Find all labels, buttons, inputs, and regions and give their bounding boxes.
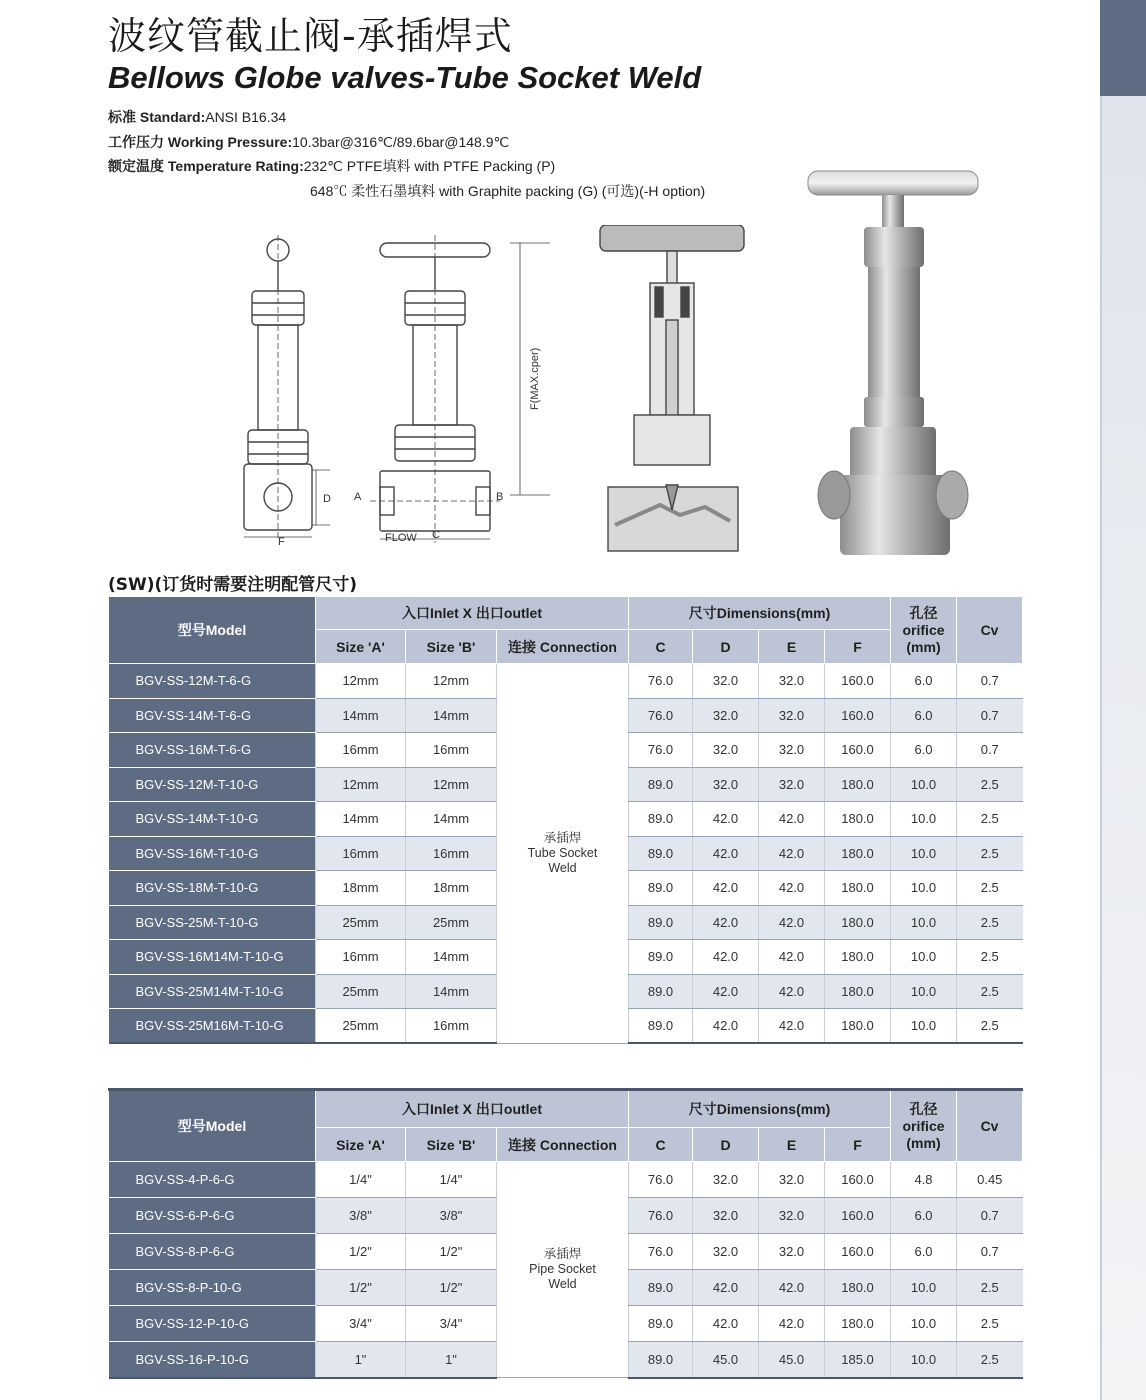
header-orifice-line2: orifice: [902, 1117, 945, 1134]
cell-c: 89.0: [629, 802, 693, 837]
spec-temperature-label: 额定温度 Temperature Rating:: [108, 158, 304, 174]
header-orifice: [891, 597, 957, 664]
cell-size-b: 16mm: [406, 733, 497, 768]
cell-f: 180.0: [825, 836, 891, 871]
cell-d: 42.0: [693, 802, 759, 837]
cell-cv: 2.5: [957, 940, 1023, 975]
cell-model: BGV-SS-25M-T-10-G: [109, 905, 316, 940]
connection-type-line: Pipe Socket: [529, 1262, 596, 1276]
header-f: F: [825, 1128, 891, 1162]
cell-size-a: 1/2": [316, 1270, 406, 1306]
cell-model: BGV-SS-16-P-10-G: [109, 1342, 316, 1378]
header-orifice-line3: (mm): [906, 1134, 941, 1151]
header-size-a: Size 'A': [316, 630, 406, 664]
cell-size-b: 16mm: [406, 1009, 497, 1044]
cell-e: 32.0: [759, 1234, 825, 1270]
cell-cv: 2.5: [957, 802, 1023, 837]
cell-size-a: 16mm: [316, 733, 406, 768]
cell-c: 89.0: [629, 940, 693, 975]
pipe-table-body: [109, 1162, 1023, 1378]
cell-orifice: 10.0: [891, 802, 957, 837]
table-header-row: [109, 597, 1023, 630]
valve-technical-drawings: [230, 225, 760, 555]
cell-model: BGV-SS-6-P-6-G: [109, 1198, 316, 1234]
header-size-b: Size 'B': [406, 630, 497, 664]
pipe-socket-weld-table: [108, 1088, 1023, 1379]
cell-d: 45.0: [693, 1342, 759, 1378]
connection-type-line: 承插焊: [543, 830, 582, 845]
drawing-label-a: A: [354, 491, 362, 503]
tube-table-body: [109, 664, 1023, 1044]
cell-d: 42.0: [693, 836, 759, 871]
header-orifice-line1: 孔径: [909, 1100, 938, 1117]
cell-c: 76.0: [629, 698, 693, 733]
cell-f: 160.0: [825, 1198, 891, 1234]
drawing-label-d: D: [323, 493, 331, 505]
cell-orifice: 6.0: [891, 664, 957, 699]
cell-f: 160.0: [825, 664, 891, 699]
cell-e: 42.0: [759, 802, 825, 837]
cell-f: 180.0: [825, 802, 891, 837]
cell-c: 76.0: [629, 1162, 693, 1198]
cell-orifice: 10.0: [891, 871, 957, 906]
spec-temperature-value: 232℃ PTFE填料 with PTFE Packing (P): [303, 158, 556, 174]
side-decoration-bar: [1100, 0, 1146, 1400]
table-row: [109, 664, 1023, 699]
cell-e: 32.0: [759, 733, 825, 768]
header-d: D: [693, 1128, 759, 1162]
page-title-chinese: 波纹管截止阀-承插焊式: [108, 14, 513, 58]
cell-cv: 0.7: [957, 733, 1023, 768]
cell-cv: 2.5: [957, 1270, 1023, 1306]
cell-e: 32.0: [759, 664, 825, 699]
cell-d: 32.0: [693, 733, 759, 768]
cell-e: 42.0: [759, 974, 825, 1009]
cell-size-a: 25mm: [316, 1009, 406, 1044]
cell-orifice: 6.0: [891, 698, 957, 733]
cell-size-a: 16mm: [316, 940, 406, 975]
cell-orifice: 10.0: [891, 974, 957, 1009]
cell-d: 42.0: [693, 871, 759, 906]
cell-size-a: 18mm: [316, 871, 406, 906]
cell-d: 42.0: [693, 1009, 759, 1044]
cell-c: 89.0: [629, 836, 693, 871]
cell-size-a: 14mm: [316, 802, 406, 837]
cell-f: 180.0: [825, 905, 891, 940]
connection-type-line: 承插焊: [543, 1247, 582, 1261]
cell-size-b: 12mm: [406, 767, 497, 802]
spec-pressure: [108, 133, 509, 151]
cell-size-b: 1/4": [406, 1162, 497, 1198]
cell-c: 89.0: [629, 1009, 693, 1044]
cell-c: 89.0: [629, 905, 693, 940]
cell-orifice: 10.0: [891, 940, 957, 975]
cell-d: 42.0: [693, 940, 759, 975]
cell-orifice: 10.0: [891, 1009, 957, 1044]
cell-connection-type: [497, 1162, 629, 1378]
spec-pressure-value: 10.3bar@316℃/89.6bar@148.9℃: [292, 134, 510, 150]
cell-f: 160.0: [825, 1234, 891, 1270]
cell-cv: 0.7: [957, 664, 1023, 699]
header-orifice-line1: 孔径: [909, 604, 938, 621]
header-model: 型号Model: [109, 597, 316, 664]
header-dimensions: 尺寸Dimensions(mm): [629, 597, 891, 630]
header-cv: Cv: [957, 1090, 1023, 1162]
cell-f: 180.0: [825, 1306, 891, 1342]
cell-model: BGV-SS-16M-T-10-G: [109, 836, 316, 871]
cell-f: 180.0: [825, 1270, 891, 1306]
cell-d: 32.0: [693, 1198, 759, 1234]
page-title-english: Bellows Globe valves-Tube Socket Weld: [108, 60, 702, 95]
header-dimensions: 尺寸Dimensions(mm): [629, 1090, 891, 1128]
cell-orifice: 6.0: [891, 733, 957, 768]
cell-model: BGV-SS-18M-T-10-G: [109, 871, 316, 906]
cell-orifice: 10.0: [891, 905, 957, 940]
cell-f: 185.0: [825, 1342, 891, 1378]
spec-pressure-label: 工作压力 Working Pressure:: [108, 134, 293, 150]
section-subheading: (SW)(订货时需要注明配管尺寸): [108, 575, 358, 595]
cell-cv: 2.5: [957, 905, 1023, 940]
cell-cv: 0.7: [957, 1198, 1023, 1234]
header-c: C: [629, 1128, 693, 1162]
cell-f: 160.0: [825, 1162, 891, 1198]
cell-model: BGV-SS-8-P-10-G: [109, 1270, 316, 1306]
cell-size-b: 12mm: [406, 664, 497, 699]
cell-c: 89.0: [629, 1270, 693, 1306]
cell-e: 42.0: [759, 871, 825, 906]
cell-orifice: 6.0: [891, 1198, 957, 1234]
cell-f: 180.0: [825, 940, 891, 975]
table-header-row: [109, 1090, 1023, 1128]
cell-c: 76.0: [629, 733, 693, 768]
cell-orifice: 6.0: [891, 1234, 957, 1270]
drawing-label-flow: FLOW: [385, 532, 417, 544]
cell-model: BGV-SS-12M-T-10-G: [109, 767, 316, 802]
cell-e: 45.0: [759, 1342, 825, 1378]
cell-e: 32.0: [759, 767, 825, 802]
header-e: E: [759, 630, 825, 664]
header-f: F: [825, 630, 891, 664]
header-cv: Cv: [957, 597, 1023, 664]
header-orifice-line2: orifice: [902, 621, 945, 638]
cell-model: BGV-SS-12M-T-6-G: [109, 664, 316, 699]
cell-size-b: 1/2": [406, 1270, 497, 1306]
header-connection: 连接 Connection: [497, 1128, 629, 1162]
drawing-label-b: B: [496, 491, 504, 503]
header-orifice-line3: (mm): [906, 638, 941, 655]
header-model: 型号Model: [109, 1090, 316, 1162]
cell-d: 42.0: [693, 1306, 759, 1342]
cell-orifice: 10.0: [891, 1306, 957, 1342]
cell-e: 42.0: [759, 836, 825, 871]
cell-c: 76.0: [629, 1234, 693, 1270]
cell-cv: 2.5: [957, 871, 1023, 906]
cell-e: 32.0: [759, 1198, 825, 1234]
side-bar-edge: [1100, 0, 1102, 1400]
cell-orifice: 10.0: [891, 1342, 957, 1378]
cell-size-a: 1/4": [316, 1162, 406, 1198]
cell-size-a: 12mm: [316, 664, 406, 699]
cell-d: 32.0: [693, 664, 759, 699]
cell-e: 42.0: [759, 1306, 825, 1342]
valve-front-view-drawing: [370, 235, 550, 543]
cell-model: BGV-SS-8-P-6-G: [109, 1234, 316, 1270]
cell-size-a: 3/4": [316, 1306, 406, 1342]
spec-standard-label: 标准 Standard:: [108, 109, 206, 125]
cell-size-b: 1": [406, 1342, 497, 1378]
cell-cv: 2.5: [957, 836, 1023, 871]
header-connection: 连接 Connection: [497, 630, 629, 664]
header-size-b: Size 'B': [406, 1128, 497, 1162]
cell-model: BGV-SS-16M-T-6-G: [109, 733, 316, 768]
cell-model: BGV-SS-25M16M-T-10-G: [109, 1009, 316, 1044]
cell-size-b: 14mm: [406, 698, 497, 733]
cell-cv: 0.7: [957, 698, 1023, 733]
valve-product-photo: [800, 165, 1000, 565]
connection-type-line: Tube Socket: [527, 845, 598, 860]
cell-e: 42.0: [759, 1270, 825, 1306]
cell-size-a: 14mm: [316, 698, 406, 733]
cell-d: 32.0: [693, 767, 759, 802]
cell-model: BGV-SS-14M-T-6-G: [109, 698, 316, 733]
cell-size-a: 16mm: [316, 836, 406, 871]
cell-c: 89.0: [629, 974, 693, 1009]
cell-size-b: 3/8": [406, 1198, 497, 1234]
cell-size-b: 25mm: [406, 905, 497, 940]
cell-size-a: 1": [316, 1342, 406, 1378]
header-e: E: [759, 1128, 825, 1162]
spec-temperature: [108, 157, 555, 175]
cell-e: 42.0: [759, 1009, 825, 1044]
cell-cv: 2.5: [957, 1342, 1023, 1378]
cell-c: 89.0: [629, 1306, 693, 1342]
valve-side-view-drawing: [244, 235, 330, 540]
header-c: C: [629, 630, 693, 664]
cell-f: 180.0: [825, 871, 891, 906]
cell-d: 32.0: [693, 1162, 759, 1198]
cell-size-b: 14mm: [406, 940, 497, 975]
cell-f: 180.0: [825, 767, 891, 802]
header-inlet-outlet: 入口Inlet X 出口outlet: [316, 1090, 629, 1128]
header-orifice: [891, 1090, 957, 1162]
cell-size-a: 1/2": [316, 1234, 406, 1270]
cell-cv: 2.5: [957, 1009, 1023, 1044]
cell-f: 180.0: [825, 1009, 891, 1044]
connection-type-line: Weld: [548, 860, 577, 875]
cell-size-b: 14mm: [406, 802, 497, 837]
cell-e: 42.0: [759, 940, 825, 975]
header-size-a: Size 'A': [316, 1128, 406, 1162]
cell-f: 160.0: [825, 698, 891, 733]
cell-model: BGV-SS-4-P-6-G: [109, 1162, 316, 1198]
cell-cv: 2.5: [957, 974, 1023, 1009]
cell-model: BGV-SS-14M-T-10-G: [109, 802, 316, 837]
cell-c: 89.0: [629, 1342, 693, 1378]
cell-cv: 0.7: [957, 1234, 1023, 1270]
drawing-label-c: C: [432, 529, 440, 541]
cell-c: 89.0: [629, 767, 693, 802]
cell-connection-type: [497, 664, 629, 1044]
cell-f: 180.0: [825, 974, 891, 1009]
cell-c: 76.0: [629, 1198, 693, 1234]
connection-type-line: Weld: [548, 1277, 577, 1291]
cell-f: 160.0: [825, 733, 891, 768]
cell-d: 42.0: [693, 905, 759, 940]
table-row: [109, 1162, 1023, 1198]
cell-size-a: 25mm: [316, 974, 406, 1009]
cell-e: 42.0: [759, 905, 825, 940]
cell-model: BGV-SS-12-P-10-G: [109, 1306, 316, 1342]
cell-cv: 0.45: [957, 1162, 1023, 1198]
cell-size-a: 25mm: [316, 905, 406, 940]
cell-model: BGV-SS-25M14M-T-10-G: [109, 974, 316, 1009]
cell-orifice: 10.0: [891, 1270, 957, 1306]
cell-c: 76.0: [629, 664, 693, 699]
cell-e: 32.0: [759, 1162, 825, 1198]
spec-temperature-option: 648℃ 柔性石墨填料 with Graphite packing (G) (可选)(-H option): [310, 183, 706, 199]
cell-d: 42.0: [693, 1270, 759, 1306]
cell-orifice: 10.0: [891, 767, 957, 802]
cell-d: 32.0: [693, 1234, 759, 1270]
cell-cv: 2.5: [957, 1306, 1023, 1342]
drawing-label-f-max: F(MAX.cper): [529, 347, 541, 410]
side-bar-top-block: [1100, 0, 1146, 96]
cell-size-a: 3/8": [316, 1198, 406, 1234]
cell-cv: 2.5: [957, 767, 1023, 802]
header-d: D: [693, 630, 759, 664]
cell-size-b: 14mm: [406, 974, 497, 1009]
spec-standard: [108, 108, 286, 126]
cell-orifice: 10.0: [891, 836, 957, 871]
valve-section-view-drawing: [600, 225, 744, 551]
cell-model: BGV-SS-16M14M-T-10-G: [109, 940, 316, 975]
header-inlet-outlet: 入口Inlet X 出口outlet: [316, 597, 629, 630]
spec-standard-value: ANSI B16.34: [205, 109, 287, 125]
cell-size-b: 3/4": [406, 1306, 497, 1342]
cell-d: 42.0: [693, 974, 759, 1009]
cell-size-a: 12mm: [316, 767, 406, 802]
cell-e: 32.0: [759, 698, 825, 733]
cell-d: 32.0: [693, 698, 759, 733]
cell-orifice: 4.8: [891, 1162, 957, 1198]
cell-size-b: 18mm: [406, 871, 497, 906]
cell-c: 89.0: [629, 871, 693, 906]
drawing-label-f: F: [278, 536, 285, 548]
cell-size-b: 16mm: [406, 836, 497, 871]
tube-socket-weld-table: [108, 596, 1023, 1044]
cell-size-b: 1/2": [406, 1234, 497, 1270]
